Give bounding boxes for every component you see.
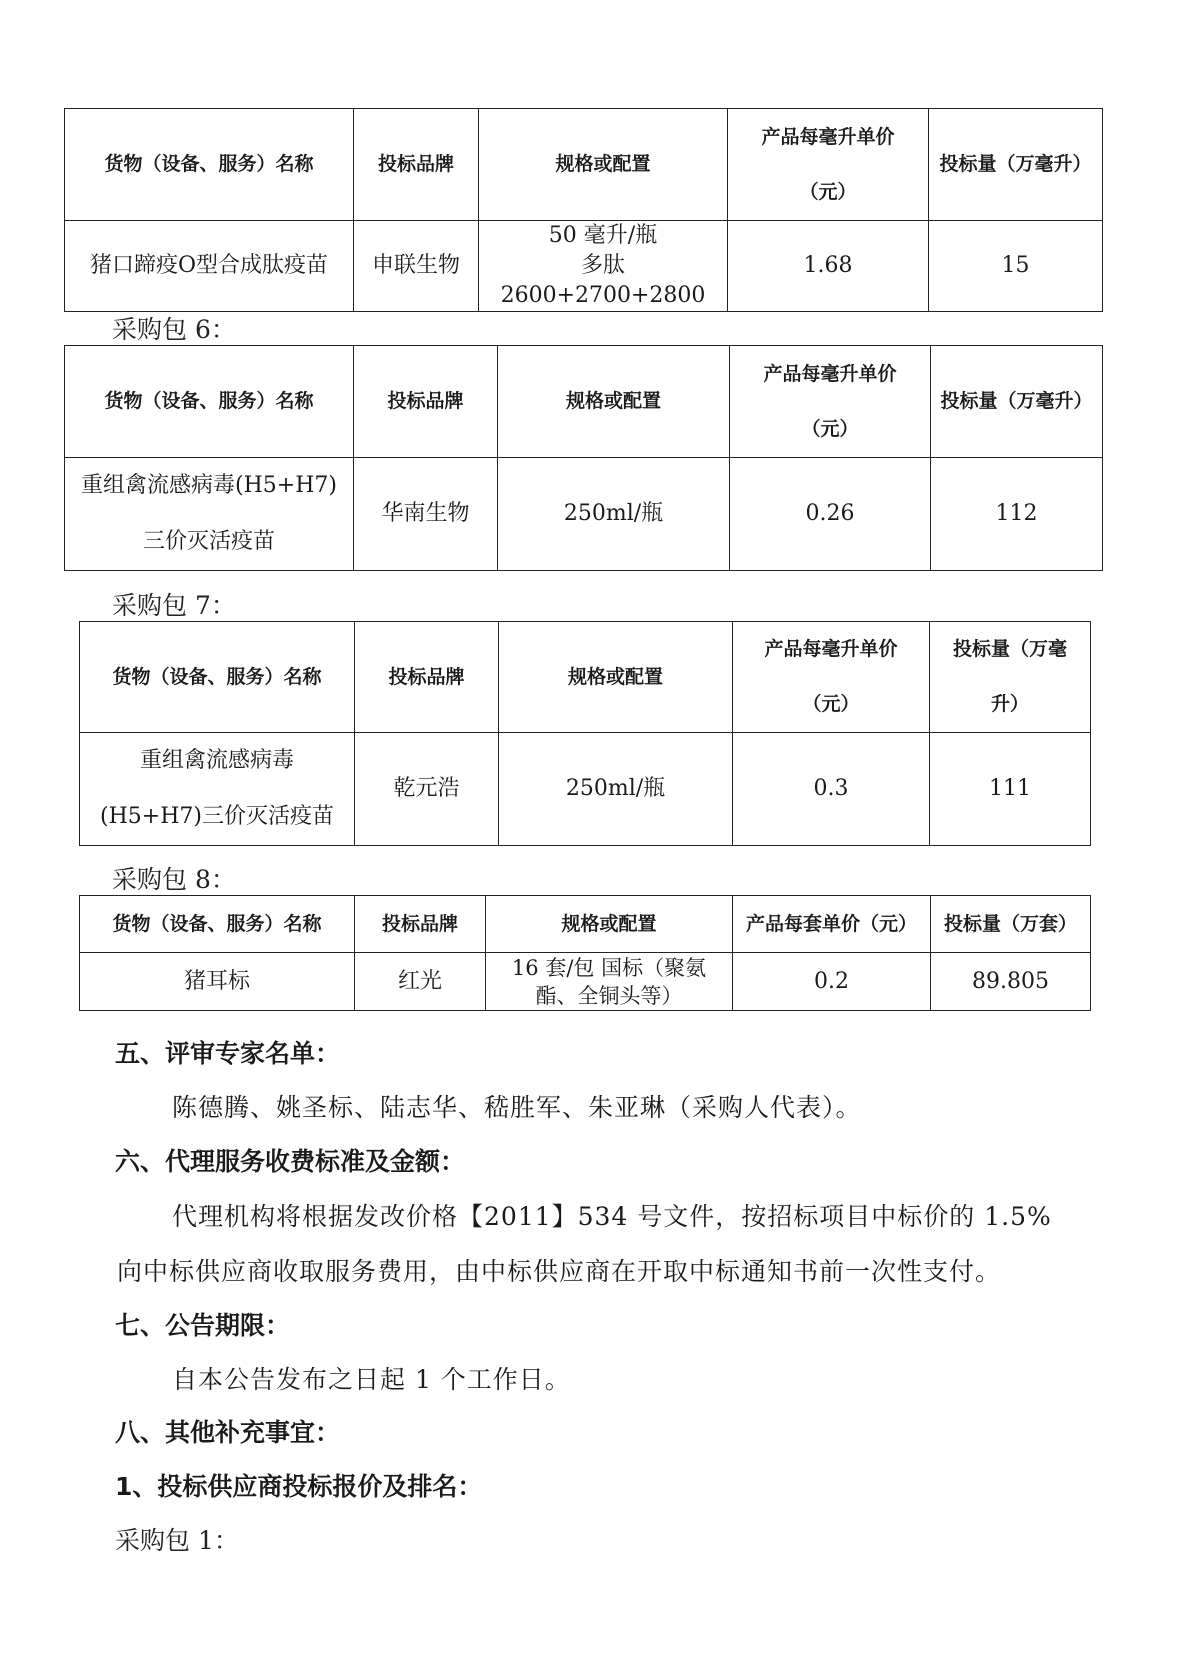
cell-brand: 华南生物 (354, 458, 498, 571)
cell-spec-line1: 50 毫升/瓶 (548, 223, 658, 248)
cell-name-line1: 重组禽流感病毒(H5+H7) (81, 473, 337, 498)
table-pkg6 (64, 345, 1103, 571)
cell-name (80, 733, 355, 846)
header-qty-line1: 投标量（万毫 (952, 638, 1067, 660)
header-name: 货物（设备、服务）名称 (80, 896, 355, 953)
sec7-heading: 七、公告期限： (115, 1311, 291, 1340)
table-row (80, 733, 1091, 846)
cell-qty: 111 (930, 733, 1091, 846)
cell-brand: 乾元浩 (355, 733, 499, 846)
sec6-heading: 六、代理服务收费标准及金额： (115, 1147, 466, 1176)
sec5-text: 陈德腾、姚圣标、陆志华、嵇胜军、朱亚琳（采购人代表）。 (172, 1093, 862, 1122)
pkg6-label: 采购包 6： (112, 315, 236, 344)
sec7-text: 自本公告发布之日起 1 个工作日。 (172, 1365, 571, 1394)
cell-spec (479, 221, 728, 312)
header-brand: 投标品牌 (355, 896, 486, 953)
table-top (64, 108, 1103, 312)
header-qty-line2: 升） (990, 693, 1029, 715)
header-price (730, 346, 931, 458)
cell-name (65, 458, 354, 571)
cell-qty: 112 (931, 458, 1103, 571)
table-pkg7 (79, 621, 1091, 846)
cell-brand: 申联生物 (354, 221, 479, 312)
cell-spec: 250ml/瓶 (499, 733, 733, 846)
cell-qty: 15 (929, 221, 1103, 312)
sec6-line1: 代理机构将根据发改价格【2011】534 号文件，按招标项目中标价的 1.5% (172, 1202, 1052, 1231)
header-name: 货物（设备、服务）名称 (80, 622, 355, 733)
header-price (733, 622, 930, 733)
header-price-line2: （元） (799, 180, 857, 203)
pkg8-label: 采购包 8： (112, 865, 236, 894)
header-spec: 规格或配置 (479, 109, 728, 221)
sec6-line2: 向中标供应商收取服务费用，由中标供应商在开取中标通知书前一次性支付。 (117, 1257, 1002, 1286)
header-price-line1: 产品每毫升单价 (764, 638, 898, 660)
table-header-row (80, 622, 1091, 733)
cell-qty: 89.805 (931, 953, 1091, 1011)
cell-name: 猪口蹄疫O型合成肽疫苗 (65, 221, 354, 312)
cell-price: 0.3 (733, 733, 930, 846)
header-name: 货物（设备、服务）名称 (65, 346, 354, 458)
table-pkg8 (79, 895, 1091, 1011)
cell-price: 0.26 (730, 458, 931, 571)
header-price-line1: 产品每毫升单价 (763, 362, 897, 385)
pkg7-label: 采购包 7： (112, 591, 236, 620)
cell-price: 0.2 (733, 953, 931, 1011)
table-row (80, 953, 1091, 1011)
cell-spec: 250ml/瓶 (498, 458, 730, 571)
header-qty: 投标量（万毫升） (931, 346, 1103, 458)
sec8-pkg1-label: 采购包 1： (115, 1526, 239, 1555)
header-spec: 规格或配置 (499, 622, 733, 733)
cell-name: 猪耳标 (80, 953, 355, 1011)
table-header-row (65, 346, 1103, 458)
table-row (65, 458, 1103, 571)
cell-name-line1: 重组禽流感病毒 (139, 748, 294, 773)
header-price-line1: 产品每毫升单价 (761, 125, 895, 148)
header-price-line2: （元） (801, 417, 859, 440)
cell-spec-line1: 16 套/包 国标（聚氨 (511, 955, 707, 980)
header-spec: 规格或配置 (486, 896, 733, 953)
cell-price: 1.68 (728, 221, 929, 312)
header-price (728, 109, 929, 221)
table-header-row (80, 896, 1091, 953)
cell-spec (486, 953, 733, 1011)
header-price: 产品每套单价（元） (733, 896, 931, 953)
header-spec: 规格或配置 (498, 346, 730, 458)
cell-name-line2: 三价灭活疫苗 (142, 529, 275, 554)
header-qty: 投标量（万毫升） (929, 109, 1103, 221)
table-row (65, 221, 1103, 312)
cell-spec-line2: 酯、全铜头等） (535, 983, 683, 1008)
cell-spec-line2: 多肽 2600+2700+2800 (500, 253, 706, 308)
header-brand: 投标品牌 (354, 346, 498, 458)
table-header-row (65, 109, 1103, 221)
header-qty: 投标量（万套） (931, 896, 1091, 953)
sec8-heading: 八、其他补充事宜： (115, 1418, 341, 1447)
header-brand: 投标品牌 (355, 622, 499, 733)
header-price-line2: （元） (802, 693, 860, 715)
header-qty (930, 622, 1091, 733)
header-brand: 投标品牌 (354, 109, 479, 221)
sec5-heading: 五、评审专家名单： (115, 1039, 341, 1068)
cell-name-line2: (H5+H7)三价灭活疫苗 (100, 804, 334, 829)
header-name: 货物（设备、服务）名称 (65, 109, 354, 221)
cell-brand: 红光 (355, 953, 486, 1011)
sec8-sub1: 1、投标供应商投标报价及排名： (115, 1472, 483, 1501)
